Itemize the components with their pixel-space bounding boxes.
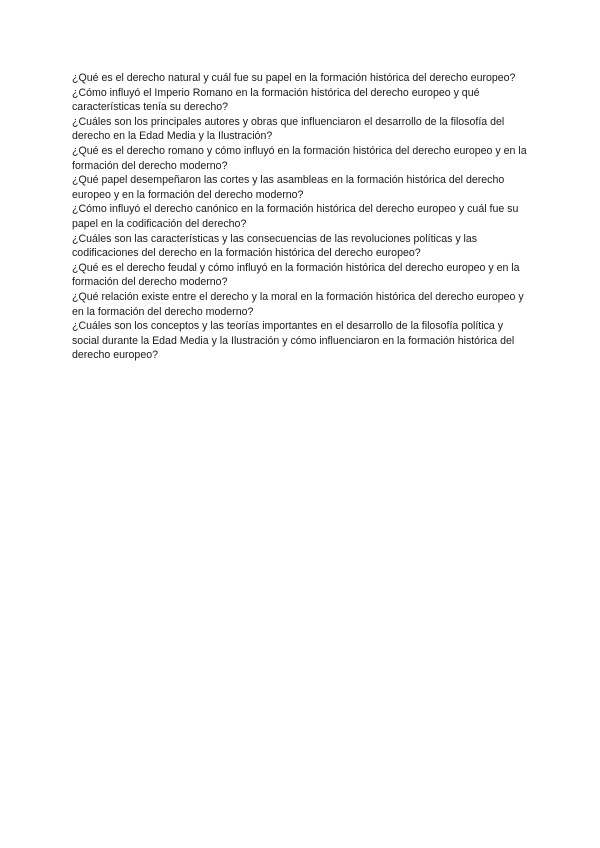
question-item: ¿Qué relación existe entre el derecho y la moral en la formación histórica del derecho europeo y en la formación del derecho moderno? bbox=[72, 290, 524, 318]
question-item: ¿Qué es el derecho feudal y cómo influyó en la formación histórica del derecho europeo y en la formación del derecho moderno? bbox=[72, 261, 520, 289]
question-item: ¿Cuáles son los conceptos y las teorías importantes en el desarrollo de la filosofía política y social durante la Edad Media y la Ilustración y cómo influenciaron en la formación histórica del derecho europeo? bbox=[72, 320, 515, 362]
question-item: ¿Cuáles son los principales autores y obras que influenciaron el desarrollo de la filosofía del derecho en la Edad Media y la Ilustración? bbox=[72, 115, 505, 143]
question-item: ¿Qué papel desempeñaron las cortes y las asambleas en la formación histórica del derecho europeo y en la formación del derecho moderno? bbox=[72, 174, 505, 201]
question-item: ¿Qué es el derecho natural y cuál fue su papel en la formación histórica del derecho europeo? bbox=[72, 72, 516, 84]
question-item: ¿Cómo influyó el derecho canónico en la formación histórica del derecho europeo y cuál fue su papel en la codificación del derecho? bbox=[72, 203, 519, 230]
question-item: ¿Cómo influyó el Imperio Romano en la formación histórica del derecho europeo y qué características tenía su derecho? bbox=[72, 86, 480, 114]
question-list bbox=[72, 71, 532, 363]
question-item: ¿Cuáles son las características y las consecuencias de las revoluciones políticas y las codificaciones del derecho en la formación histórica del derecho europeo? bbox=[72, 232, 478, 260]
question-item: ¿Qué es el derecho romano y cómo influyó en la formación histórica del derecho europeo y en la formación del derecho moderno? bbox=[72, 144, 527, 172]
